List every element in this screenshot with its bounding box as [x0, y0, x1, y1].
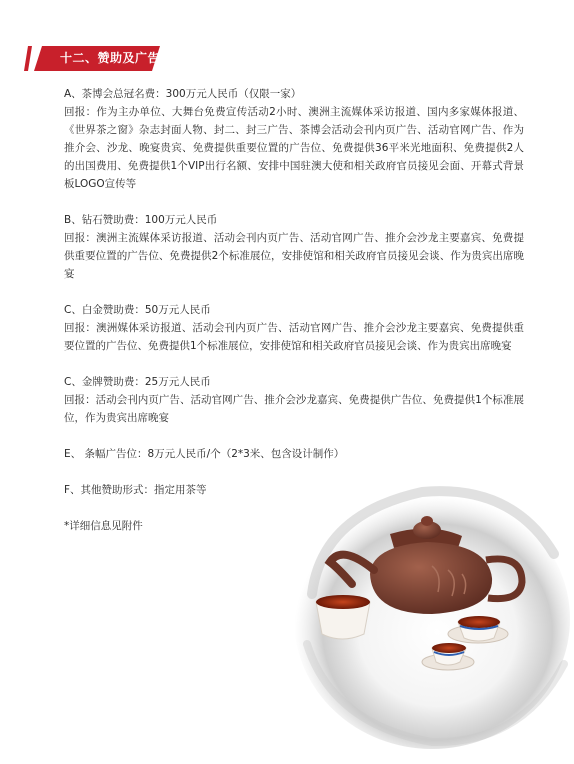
header-accent: [24, 46, 32, 71]
section-body: 回报：澳洲主流媒体采访报道、活动会刊内页广告、活动官网广告、推介会沙龙主要嘉宾、免费提供重要位置的广告位、免费提供2个标准展位，安排使馆和相关政府官员接见会谈、作为贵宾出席晚宴: [64, 232, 524, 280]
section-body: 回报：活动会刊内页广告、活动官网广告、推介会沙龙嘉宾、免费提供广告位、免费提供1个标准展位，作为贵宾出席晚宴: [64, 394, 524, 424]
section-body: 回报：作为主办单位、大舞台免费宣传活动2小时、澳洲主流媒体采访报道、国内多家媒体报道、《世界茶之窗》杂志封面人物、封二、封三广告、茶博会活动会刊内页广告、活动官网广告、作为推介会、沙龙、晚宴贵宾、免费提供重要位置的广告位、免费提供36平米光地面积、免费提供2人的出国费用、免费提供1个VIP出行名额、安排中国驻澳大使和相关政府官员接见会面、开幕式背景板LOGO宣传等: [64, 106, 524, 190]
section-body: 回报：澳洲媒体采访报道、活动会刊内页广告、活动官网广告、推介会沙龙主要嘉宾、免费提供重要位置的广告位、免费提供1个标准展位，安排使馆和相关政府官员接见会谈、作为贵宾出席晚宴: [64, 322, 524, 352]
section-heading: F、其他赞助形式：指定用茶等: [64, 484, 207, 496]
section-heading: E、 条幅广告位：8万元人民币/个（2*3米、包含设计制作）: [64, 448, 345, 460]
section-heading: B、钻石赞助费：100万元人民币: [64, 214, 218, 226]
tea-cup-left: [316, 595, 370, 639]
section-heading: C、白金赞助费：50万元人民币: [64, 304, 211, 316]
section-header-title: 十二、赞助及广告: [60, 51, 161, 65]
section-banner-ad: [64, 445, 524, 463]
section-heading: A、茶博会总冠名费：300万元人民币（仅限一家）: [64, 88, 302, 100]
note-text: *详细信息见附件: [64, 520, 143, 532]
section-heading: C、金牌赞助费：25万元人民币: [64, 376, 211, 388]
section-platinum-sponsor: [64, 301, 524, 355]
teapot-illustration: [282, 474, 572, 754]
section-gold-sponsor: [64, 373, 524, 427]
section-diamond-sponsor: [64, 211, 524, 283]
section-title-sponsor: [64, 85, 524, 193]
